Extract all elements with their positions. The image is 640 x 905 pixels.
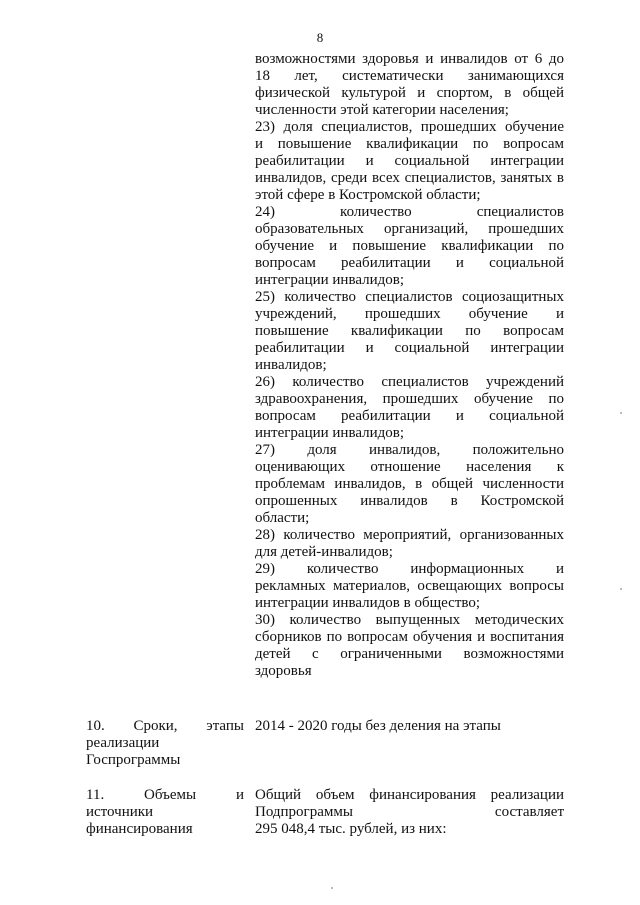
- text-line: здоровья: [255, 663, 312, 679]
- text-line: 30) количество выпущенных методических: [255, 612, 564, 628]
- text-line: 25) количество специалистов социозащитных: [255, 289, 564, 305]
- text-line: повышение квалификации по вопросам: [255, 323, 564, 339]
- text-line: инвалидов;: [255, 357, 327, 373]
- text-line: области;: [255, 510, 310, 526]
- text-line: инвалидов, среди всех специалистов, занятых в: [255, 170, 564, 186]
- text-line: физической культурой и спортом, в общей: [255, 85, 564, 101]
- text-line: рекламных материалов, освещающих вопросы: [255, 578, 564, 594]
- text-line: этой сфере в Костромской области;: [255, 187, 481, 203]
- text-line: интеграции инвалидов в общество;: [255, 595, 481, 611]
- text-line: обучение и повышение квалификации по: [255, 238, 564, 254]
- value-line: 2014 - 2020 годы без деления на этапы: [255, 718, 501, 734]
- indicators-list: [255, 51, 564, 680]
- text-line: оценивающих отношение населения к: [255, 459, 564, 475]
- text-line: вопросам реабилитации и социальной: [255, 255, 564, 271]
- label-line: источники: [86, 804, 154, 820]
- text-line: реабилитации и социальной интеграции: [255, 340, 564, 356]
- text-line: 23) доля специалистов, прошедших обучение: [255, 119, 564, 135]
- text-line: образовательных организаций, прошедших: [255, 221, 564, 237]
- text-line: 24) количество специалистов: [255, 204, 564, 220]
- value-line: 295 048,4 тыс. рублей, из них:: [255, 821, 447, 837]
- scan-speck: [620, 588, 622, 590]
- text-line: возможностями здоровья и инвалидов от 6 до: [255, 51, 564, 67]
- text-line: вопросам реабилитации и социальной: [255, 408, 564, 424]
- label-line: 10. Сроки, этапы: [86, 718, 244, 734]
- row-11-value: [255, 787, 564, 838]
- text-line: и повышение квалификации по вопросам: [255, 136, 564, 152]
- value-line: Общий объем финансирования реализации: [255, 787, 564, 803]
- text-line: 29) количество информационных и: [255, 561, 564, 577]
- label-line: 11. Объемы и: [86, 787, 244, 803]
- text-line: сборников по вопросам обучения и воспитания: [255, 629, 564, 645]
- page-number: 8: [316, 30, 324, 45]
- scan-speck: [620, 412, 622, 414]
- text-line: интеграции инвалидов;: [255, 272, 405, 288]
- text-line: интеграции инвалидов;: [255, 425, 405, 441]
- label-line: Госпрограммы: [86, 752, 181, 768]
- scan-speck: [331, 887, 333, 889]
- text-line: проблемам инвалидов, в общей численности: [255, 476, 564, 492]
- text-line: здравоохранения, прошедших обучение по: [255, 391, 564, 407]
- text-line: 27) доля инвалидов, положительно: [255, 442, 564, 458]
- label-line: финансирования: [86, 821, 193, 837]
- text-line: 18 лет, систематически занимающихся: [255, 68, 564, 84]
- row-11-label: [86, 787, 244, 838]
- row-10-value: [255, 718, 564, 735]
- text-line: 28) количество мероприятий, организованных: [255, 527, 564, 543]
- text-line: реабилитации и социальной интеграции: [255, 153, 564, 169]
- text-line: опрошенных инвалидов в Костромской: [255, 493, 564, 509]
- row-10-label: [86, 718, 244, 769]
- text-line: 26) количество специалистов учреждений: [255, 374, 564, 390]
- text-line: учреждений, прошедших обучение и: [255, 306, 564, 322]
- text-line: для детей-инвалидов;: [255, 544, 393, 560]
- label-line: реализации: [86, 735, 160, 751]
- text-line: численности этой категории населения;: [255, 102, 509, 118]
- value-line: Подпрограммы составляет: [255, 804, 564, 820]
- text-line: детей с ограниченными возможностями: [255, 646, 564, 662]
